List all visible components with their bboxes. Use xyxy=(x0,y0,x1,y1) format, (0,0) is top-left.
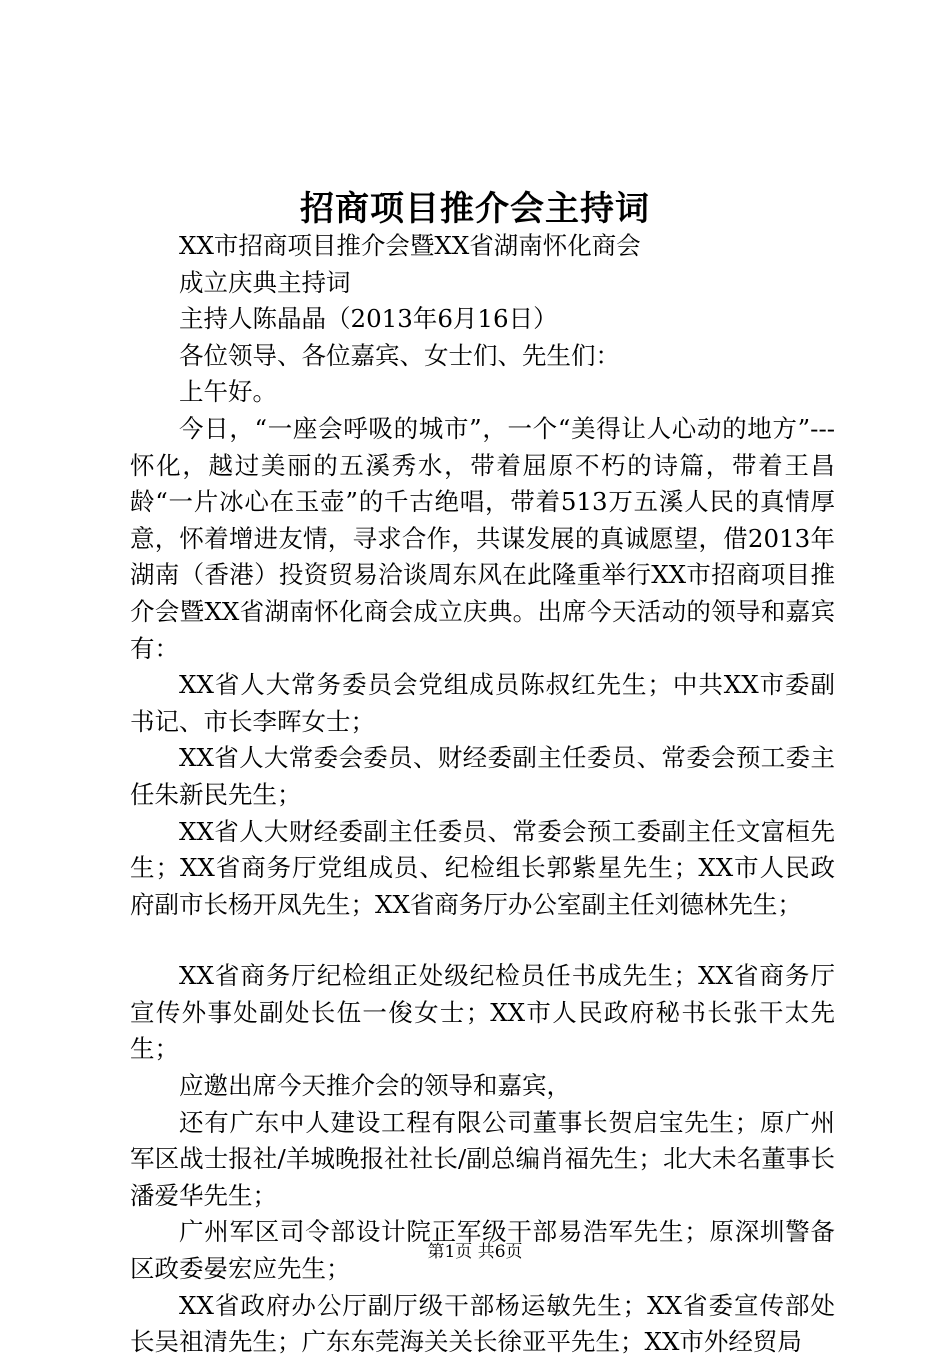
paragraph: 主持人陈晶晶（2013年6月16日） xyxy=(179,304,558,334)
document-title: 招商项目推介会主持词 xyxy=(300,189,650,229)
paragraph: 成立庆典主持词 xyxy=(179,267,351,297)
paragraph: XX省人大常委会委员、财经委副主任委员、常委会预工委主任朱新民先生； xyxy=(130,743,835,809)
paragraph: XX省人大常务委员会党组成员陈叔红先生；中共XX市委副书记、市长李晖女士； xyxy=(130,670,835,736)
paragraph: XX省人大财经委副主任委员、常委会预工委副主任文富桓先生；XX省商务厅党组成员、纪检组长郭紫星先生；XX市人民政府副市长杨开凤先生；XX省商务厅办公室副主任刘德林先生； xyxy=(130,816,835,919)
paragraph: XX省商务厅纪检组正处级纪检员任书成先生；XX省商务厅宣传外事处副处长伍一俊女士；XX市人民政府秘书长张干太先生； xyxy=(130,961,835,1064)
paragraph: 应邀出席今天推介会的领导和嘉宾， xyxy=(179,1071,571,1101)
paragraph: 广州军区司令部设计院正军级干部易浩军先生；原深圳警备区政委晏宏应先生； xyxy=(130,1217,835,1284)
paragraph: 还有广东中人建设工程有限公司董事长贺启宝先生；原广州军区战士报社/羊城晚报社社长/副总编肖福先生；北大未名董事长潘爱华先生； xyxy=(130,1107,835,1210)
page-footer: 第1页 共6页 xyxy=(427,1242,523,1262)
paragraph: XX市招商项目推介会暨XX省湖南怀化商会 xyxy=(179,231,641,260)
paragraph: 上午好。 xyxy=(179,377,277,407)
paragraph: 今日，“一座会呼吸的城市”，一个“美得让人心动的地方”---怀化，越过美丽的五溪秀水，带着屈原不朽的诗篇，带着王昌龄“一片冰心在玉壶”的千古绝唱，带着513万五溪人民的真情厚意，怀着增进友情，寻求合作，共谋发展的真诚愿望，借2013年湖南（香港）投资贸易洽谈周东风在此隆重举行XX市招商项目推介会暨XX省湖南怀化商会成立庆典。出席今天活动的领导和嘉宾有： xyxy=(130,413,835,663)
paragraph: XX省政府办公厅副厅级干部杨运敏先生；XX省委宣传部处长吴祖清先生；广东东莞海关关长徐亚平先生；XX市外经贸局 xyxy=(130,1290,835,1357)
paragraph: 各位领导、各位嘉宾、女士们、先生们： xyxy=(179,340,620,370)
document-body xyxy=(130,228,835,1361)
